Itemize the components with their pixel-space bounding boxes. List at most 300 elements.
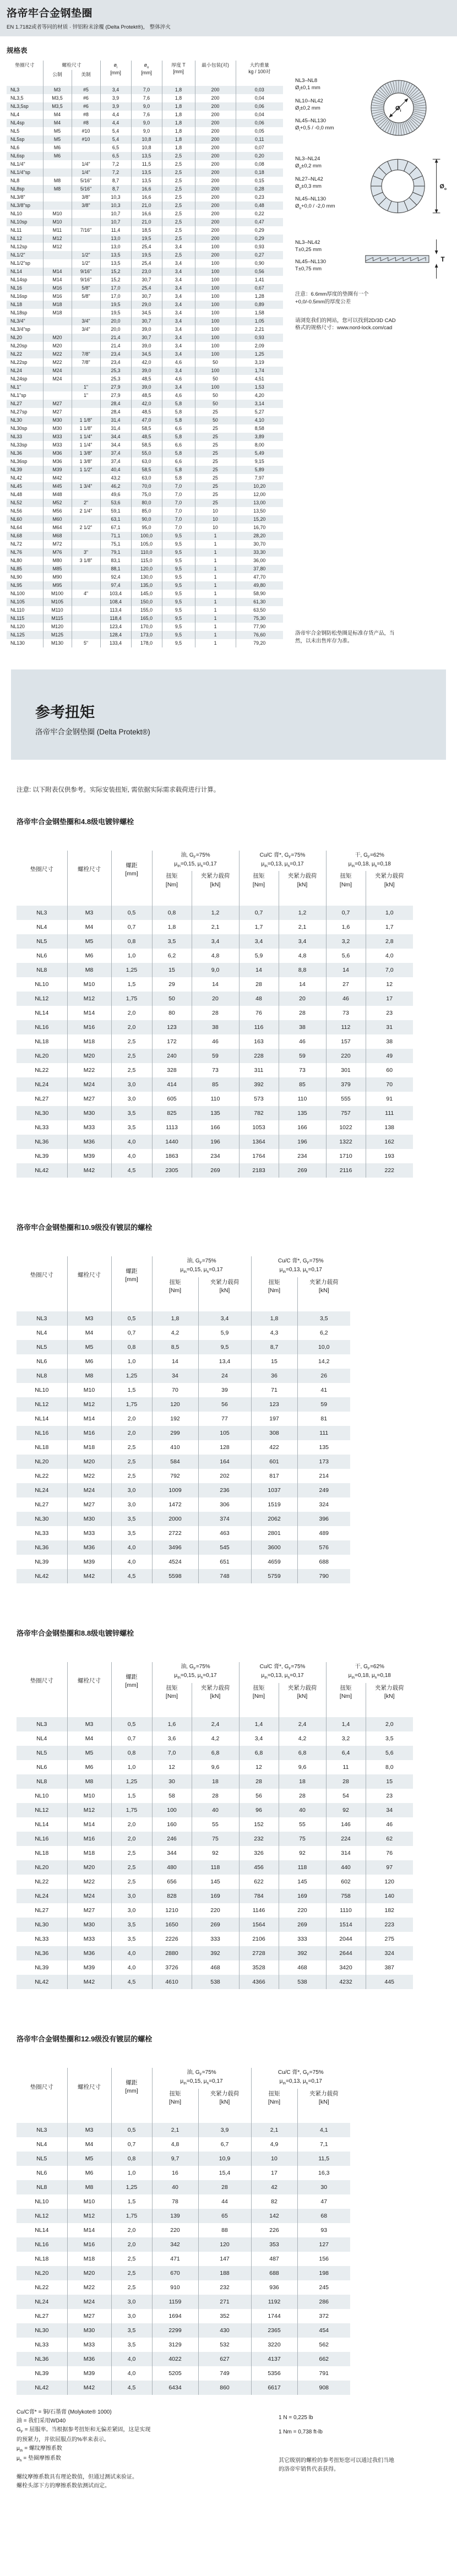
spec-cell: 200 (195, 127, 236, 135)
lubrication-group-header: 油, $G_F=75\%$ $\mu_{th}=0,15$, $\mu_h=0,17$ (152, 1662, 239, 1683)
spec-cell: 12,00 (236, 491, 283, 499)
torque-cell: 3,0 (111, 1889, 152, 1903)
torque-cell: 2,4 (192, 1717, 239, 1731)
torque-cell: 790 (297, 1569, 350, 1583)
spec-cell: M125 (43, 631, 72, 639)
spec-cell: 200 (195, 94, 236, 102)
spec-cell: M8 (43, 185, 72, 193)
spec-cell: 173,0 (131, 631, 162, 639)
torque-cell: 73 (279, 1063, 326, 1077)
torque-cell: 47 (297, 2194, 350, 2209)
torque-row (17, 1717, 413, 1731)
spec-cell (72, 408, 100, 416)
col-clamp: 夹紧力载荷 [kN] (279, 871, 326, 905)
torque-cell: 220 (326, 1049, 366, 1063)
torque-cell: NL16 (35, 1836, 49, 1843)
spec-cell: 1 (195, 540, 236, 548)
torque-cell: 2,0 (366, 1717, 413, 1731)
spec-cell: 19,5 (131, 251, 162, 259)
spec-cell: NL52 (10, 500, 23, 506)
spec-cell: 95,0 (131, 524, 162, 532)
torque-section-subtitle: 洛帝牢合金钢垫圈 (Delta Protekt®) (35, 727, 150, 736)
torque-cell: M3 (67, 2123, 111, 2137)
torque-cell: 3,4 (239, 1731, 279, 1746)
spec-cell: 1,8 (162, 111, 195, 119)
spec-row (7, 284, 283, 292)
torque-row (17, 920, 413, 934)
spec-row (7, 631, 283, 639)
spec-cell: 7,2 (100, 160, 131, 168)
torque-cell: 2801 (251, 1526, 297, 1540)
spec-cell: M3,5 (43, 94, 72, 102)
torque-cell: 3,5 (111, 1106, 152, 1120)
spec-cell (72, 400, 100, 408)
torque-cell: 234 (192, 1149, 239, 1163)
spec-cell: 2,5 (162, 210, 195, 218)
spec-cell: 83,1 (100, 557, 131, 565)
spec-cell: 4,20 (236, 391, 283, 400)
torque-cell: 76 (239, 1006, 279, 1020)
torque-cell: 85 (192, 1077, 239, 1092)
spec-cell: 200 (195, 86, 236, 94)
torque-cell: 299 (152, 1426, 198, 1440)
tolerance-label: NL3–NL42 T±0,25 mm (295, 239, 322, 253)
torque-cell: 220 (152, 2223, 198, 2237)
svg-text:T: T (440, 255, 445, 263)
torque-cell: 748 (198, 1569, 251, 1583)
spec-cell: 2,5 (162, 185, 195, 193)
spec-cell: 200 (195, 111, 236, 119)
torque-cell: 4524 (152, 1555, 198, 1569)
torque-cell: M6 (67, 1760, 111, 1774)
spec-cell: 21,0 (131, 218, 162, 226)
torque-cell: 127 (297, 2237, 350, 2252)
spec-cell: 25 (195, 482, 236, 491)
spec-cell (72, 573, 100, 581)
torque-cell: 4,0 (111, 1149, 152, 1163)
spec-row (7, 177, 283, 185)
spec-cell (72, 614, 100, 623)
spec-cell: #10 (72, 135, 100, 144)
spec-row (7, 391, 283, 400)
torque-cell: 342 (152, 2237, 198, 2252)
torque-cell: 584 (152, 1455, 198, 1469)
torque-cell: 0,8 (111, 934, 152, 949)
torque-cell: 139 (152, 2209, 198, 2223)
torque-cell: 15 (152, 963, 192, 977)
tolerance-label: NL45–NL130 T±0,75 mm (295, 259, 327, 272)
torque-cell: 4022 (152, 2352, 198, 2366)
torque-cell: NL10 (35, 1793, 49, 1800)
torque-cell: 379 (326, 1077, 366, 1092)
torque-cell: 2,5 (111, 1034, 152, 1049)
spec-cell: 145,0 (131, 590, 162, 598)
torque-cell: M36 (67, 1540, 111, 1555)
spec-cell: 3,4 (162, 325, 195, 334)
spec-cell: NL1/2" (10, 252, 25, 258)
spec-cell: 7,6 (131, 111, 162, 119)
lubrication-group-header: 干, $G_F=62\%$ $\mu_{th}=0,18$, $\mu_h=0,18$ (326, 851, 413, 872)
torque-cell: 4,5 (111, 1569, 152, 1583)
spec-cell: 47,0 (131, 416, 162, 424)
torque-row (17, 1746, 413, 1760)
spec-cell: 39,0 (131, 342, 162, 350)
spec-row (7, 408, 283, 416)
spec-cell: 9/16" (72, 276, 100, 284)
spec-cell: 21,0 (131, 201, 162, 210)
torque-cell: 2,5 (111, 1455, 152, 1469)
spec-cell: 80,0 (131, 499, 162, 507)
torque-cell: 0,8 (111, 1746, 152, 1760)
torque-cell: 3,4 (279, 934, 326, 949)
torque-row (17, 1526, 350, 1540)
torque-cell: 40 (192, 1803, 239, 1817)
torque-cell: M12 (67, 1397, 111, 1412)
spec-row (7, 441, 283, 449)
lubrication-group-header: Cu/C 膏*, $G_F=75\%$ $\mu_{th}=0,13$, $\mu_h=0,17$ (239, 1662, 326, 1683)
spec-cell: 70,0 (131, 482, 162, 491)
spec-row (7, 532, 283, 540)
torque-cell: 56 (198, 1397, 251, 1412)
torque-row (17, 1020, 413, 1034)
spec-row (7, 598, 283, 606)
torque-cell: M16 (67, 1832, 111, 1846)
spec-cell: 1 1/4" (72, 433, 100, 441)
spec-cell: 1 (195, 623, 236, 631)
torque-cell: NL42 (35, 1979, 49, 1986)
spec-cell: 20,0 (100, 325, 131, 334)
spec-cell: 1 (195, 573, 236, 581)
spec-cell: 10,7 (100, 218, 131, 226)
spec-cell: 75,30 (236, 614, 283, 623)
torque-cell: M6 (67, 2166, 111, 2180)
spec-cell (72, 532, 100, 540)
torque-cell: 236 (198, 1483, 251, 1497)
torque-cell: 1863 (152, 1149, 192, 1163)
spec-cell: 1 (195, 557, 236, 565)
torque-cell: 1,75 (111, 1397, 152, 1412)
torque-cell: 0,7 (239, 906, 279, 920)
torque-cell: M10 (67, 977, 111, 992)
torque-cell: 3,4 (192, 934, 239, 949)
spec-cell: NL3,5 (10, 95, 24, 101)
spec-cell: 5,8 (162, 416, 195, 424)
col-washer: 垫圈尺寸 (30, 1272, 53, 1279)
spec-cell: 0,07 (236, 144, 283, 152)
cad-info-text: 请浏览我们的网站，您可以找到2D/3D CAD 格式的规格尺寸：www.nord-lock.com/cad (295, 317, 396, 331)
spec-cell: 9,5 (162, 540, 195, 548)
torque-cell: 18 (192, 1774, 239, 1789)
torque-cell: 6,8 (192, 1746, 239, 1760)
spec-cell: 4,6 (162, 375, 195, 383)
col-bolt: 螺栓尺寸 (43, 61, 100, 70)
torque-cell: 169 (279, 1889, 326, 1903)
spec-cell: NL95 (10, 582, 23, 589)
spec-cell: 39,0 (131, 383, 162, 391)
spec-cell: M52 (43, 499, 72, 507)
torque-cell: 656 (152, 1875, 192, 1889)
torque-cell: 269 (192, 1918, 239, 1932)
spec-cell: 88,1 (100, 565, 131, 573)
torque-cell: 662 (297, 2352, 350, 2366)
spec-row (7, 334, 283, 342)
torque-cell: 3,5 (111, 2323, 152, 2338)
torque-cell: 24 (198, 1369, 251, 1383)
torque-cell: 2,1 (279, 920, 326, 934)
spec-cell: 7,2 (100, 168, 131, 177)
spec-cell: 2,5 (162, 251, 195, 259)
torque-cell: 93 (297, 2223, 350, 2237)
torque-cell: 749 (198, 2366, 251, 2381)
spec-cell (72, 515, 100, 524)
spec-cell: NL76 (10, 549, 23, 555)
torque-cell: 538 (279, 1975, 326, 1989)
col-weight: 大约重量 kg / 100对 (236, 61, 283, 86)
torque-cell: 220 (279, 1903, 326, 1918)
torque-cell: 169 (192, 1889, 239, 1903)
torque-cell: 4,0 (366, 949, 413, 963)
torque-cell: M22 (67, 2280, 111, 2295)
torque-cell: NL18 (35, 1850, 49, 1857)
spec-cell: 0,04 (236, 94, 283, 102)
spec-row (7, 623, 283, 631)
spec-row (7, 119, 283, 127)
torque-cell: NL3 (36, 1315, 47, 1322)
torque-cell: 2,0 (111, 1006, 152, 1020)
torque-cell: M3 (67, 906, 111, 920)
spec-row (7, 160, 283, 168)
spec-cell: 36,00 (236, 557, 283, 565)
torque-cell: 42 (251, 2180, 297, 2194)
torque-cell: 538 (192, 1975, 239, 1989)
torque-row (17, 1569, 350, 1583)
torque-cell: 245 (297, 2280, 350, 2295)
torque-cell: 1146 (239, 1903, 279, 1918)
torque-cell: 228 (239, 1049, 279, 1063)
spec-cell: NL3/8"sp (10, 203, 30, 209)
torque-cell: 46 (366, 1817, 413, 1832)
spec-cell: 7/8" (72, 358, 100, 367)
spec-cell: M130 (43, 639, 72, 647)
torque-cell: M16 (67, 1426, 111, 1440)
torque-cell: 1,2 (279, 906, 326, 920)
spec-cell: NL10sp (10, 219, 28, 225)
torque-table-12-9 (17, 2068, 350, 2395)
spec-cell: M6 (43, 152, 72, 160)
torque-cell: NL24 (35, 1893, 49, 1900)
spec-cell: 100 (195, 342, 236, 350)
torque-cell: 2365 (251, 2323, 297, 2338)
spec-cell: 123,4 (100, 623, 131, 631)
torque-cell: 324 (366, 1946, 413, 1960)
col-torque: 扭矩 [Nm] (152, 1683, 192, 1717)
torque-row (17, 1932, 413, 1946)
spec-cell: 1,8 (162, 127, 195, 135)
torque-cell: 0,7 (111, 2137, 152, 2152)
col-torque: 扭矩 [Nm] (152, 1277, 198, 1311)
spec-cell: 1 (195, 565, 236, 573)
spec-cell: 100 (195, 268, 236, 276)
torque-table-title-3: 洛帝牢合金钢垫圈和8.8级电镀锌螺栓 (17, 1629, 134, 1637)
spec-cell: 28,4 (100, 400, 131, 408)
torque-cell: M6 (67, 949, 111, 963)
torque-cell: 3,0 (111, 1497, 152, 1512)
torque-cell: M8 (67, 963, 111, 977)
torque-cell: 860 (198, 2381, 251, 2395)
spec-cell: M120 (43, 623, 72, 631)
spec-cell: 6,6 (162, 458, 195, 466)
torque-cell: 16,3 (297, 2166, 350, 2180)
torque-cell: 232 (198, 2280, 251, 2295)
spec-cell: 100 (195, 292, 236, 301)
torque-row (17, 2338, 350, 2352)
footnote-definitions (17, 2408, 253, 2464)
spec-cell: 3,4 (162, 309, 195, 317)
torque-cell: 757 (326, 1106, 366, 1120)
torque-cell: M14 (67, 1817, 111, 1832)
spec-cell: NL12 (10, 236, 23, 242)
torque-cell: 8,8 (279, 963, 326, 977)
torque-cell: 3,2 (326, 934, 366, 949)
torque-row (17, 1426, 350, 1440)
col-clamp: 夹紧力载荷 [kN] (297, 2089, 350, 2123)
torque-cell: 88 (198, 2223, 251, 2237)
torque-cell: 454 (297, 2323, 350, 2338)
torque-cell: 1,25 (111, 1369, 152, 1383)
spec-cell: 4,6 (162, 391, 195, 400)
torque-cell: 545 (198, 1540, 251, 1555)
torque-cell: 374 (198, 1512, 251, 1526)
spec-cell: 0,11 (236, 135, 283, 144)
torque-table-title-4: 洛帝牢合金钢垫圈和12.9级没有镀层的螺栓 (17, 2035, 153, 2044)
torque-cell: 1037 (251, 1483, 297, 1497)
svg-text:Øi: $Ø_i$ (395, 105, 401, 113)
torque-cell: 4366 (239, 1975, 279, 1989)
col-clamp: 夹紧力载荷 [kN] (198, 1277, 251, 1311)
spec-cell: 0,03 (236, 86, 283, 94)
col-pitch: 螺距 [mm] (111, 851, 152, 906)
torque-cell: 5,6 (326, 949, 366, 963)
torque-row (17, 2280, 350, 2295)
torque-cell: NL27 (35, 1501, 49, 1508)
spec-cell: M24 (43, 375, 72, 383)
spec-cell (43, 259, 72, 268)
torque-cell: 372 (297, 2309, 350, 2323)
spec-cell: 79,20 (236, 639, 283, 647)
torque-cell: NL24 (35, 2299, 49, 2306)
spec-cell: 13,00 (236, 499, 283, 507)
spec-cell: NL85 (10, 566, 23, 572)
torque-cell: 152 (239, 1817, 279, 1832)
col-torque: 扭矩 [Nm] (251, 2089, 297, 2123)
torque-cell: M8 (67, 1774, 111, 1789)
col-pitch: 螺距 [mm] (111, 1662, 152, 1717)
torque-cell: M20 (67, 1860, 111, 1875)
torque-cell: NL4 (36, 1330, 47, 1336)
spec-cell: 71,1 (100, 532, 131, 540)
spec-cell: 200 (195, 160, 236, 168)
torque-cell: 0,5 (111, 1717, 152, 1731)
torque-cell: NL22 (35, 1473, 49, 1479)
torque-cell: 59 (297, 1397, 350, 1412)
torque-cell: 156 (297, 2252, 350, 2266)
torque-cell: 49 (366, 1049, 413, 1063)
torque-note: 注意: 以下附表仅供参考。实际安装扭矩, 需依据实际需求载荷进行计算。 (17, 786, 220, 793)
spec-cell: 13,5 (100, 259, 131, 268)
torque-cell: 220 (192, 1903, 239, 1918)
spec-cell: 67,1 (100, 524, 131, 532)
spec-cell: 200 (195, 168, 236, 177)
torque-cell: 1,8 (251, 1311, 297, 1326)
spec-cell: 58,5 (131, 466, 162, 474)
torque-cell: 333 (279, 1932, 326, 1946)
torque-row (17, 1106, 413, 1120)
torque-cell: 1,0 (111, 2166, 152, 2180)
torque-cell: NL4 (36, 923, 47, 930)
torque-cell: 622 (239, 1875, 279, 1889)
torque-cell: 30 (152, 1774, 192, 1789)
torque-cell: NL14 (35, 2227, 49, 2234)
spec-cell: 79,1 (100, 548, 131, 557)
spec-row (7, 540, 283, 548)
col-us: 美制 (72, 70, 100, 86)
torque-cell: 2305 (152, 1163, 192, 1178)
spec-row (7, 152, 283, 160)
spec-cell: 16,6 (131, 193, 162, 201)
spec-cell: 19,5 (131, 235, 162, 243)
torque-cell: M22 (67, 1469, 111, 1483)
spec-cell: 150,0 (131, 598, 162, 606)
torque-cell: 38 (279, 1020, 326, 1034)
torque-cell: 100 (152, 1803, 192, 1817)
torque-cell: 286 (297, 2295, 350, 2309)
spec-cell: 8,7 (100, 185, 131, 193)
torque-cell: M8 (67, 1369, 111, 1383)
torque-cell: 2,0 (111, 2223, 152, 2237)
spec-cell: 58,5 (131, 424, 162, 433)
spec-cell: 2 1/2" (72, 524, 100, 532)
spec-cell: 2,5 (162, 235, 195, 243)
torque-cell: 240 (152, 1049, 192, 1063)
spec-cell: 37,4 (100, 449, 131, 458)
spec-cell: 25 (195, 474, 236, 482)
torque-row (17, 1311, 350, 1326)
torque-cell: 2722 (152, 1526, 198, 1540)
spec-cell: 5,8 (162, 400, 195, 408)
spec-cell: M20 (43, 334, 72, 342)
torque-cell: M20 (67, 1049, 111, 1063)
spec-cell: M16 (43, 284, 72, 292)
spec-cell: 90,0 (131, 515, 162, 524)
torque-cell: 1,75 (111, 2209, 152, 2223)
torque-cell: M12 (67, 2209, 111, 2223)
torque-cell: 13,4 (198, 1354, 251, 1369)
torque-cell: 135 (279, 1106, 326, 1120)
spec-cell: 5,89 (236, 466, 283, 474)
spec-cell: 3,89 (236, 433, 283, 441)
spec-cell: 17,0 (100, 284, 131, 292)
spec-cell: 50 (195, 391, 236, 400)
spec-cell: 29,0 (131, 301, 162, 309)
torque-row (17, 2266, 350, 2280)
torque-cell: 1,6 (326, 920, 366, 934)
spec-cell: 59,1 (100, 507, 131, 515)
torque-cell: 3,9 (198, 2123, 251, 2137)
spec-row (7, 127, 283, 135)
spec-cell: NL18 (10, 302, 23, 308)
footnote-other-classes: 其它级别的螺栓的参考扭矩您可以通过我们当地 的洛帝牢销售代表获得。 (279, 2458, 394, 2473)
washer-side-view-thickness-icon (362, 236, 450, 282)
